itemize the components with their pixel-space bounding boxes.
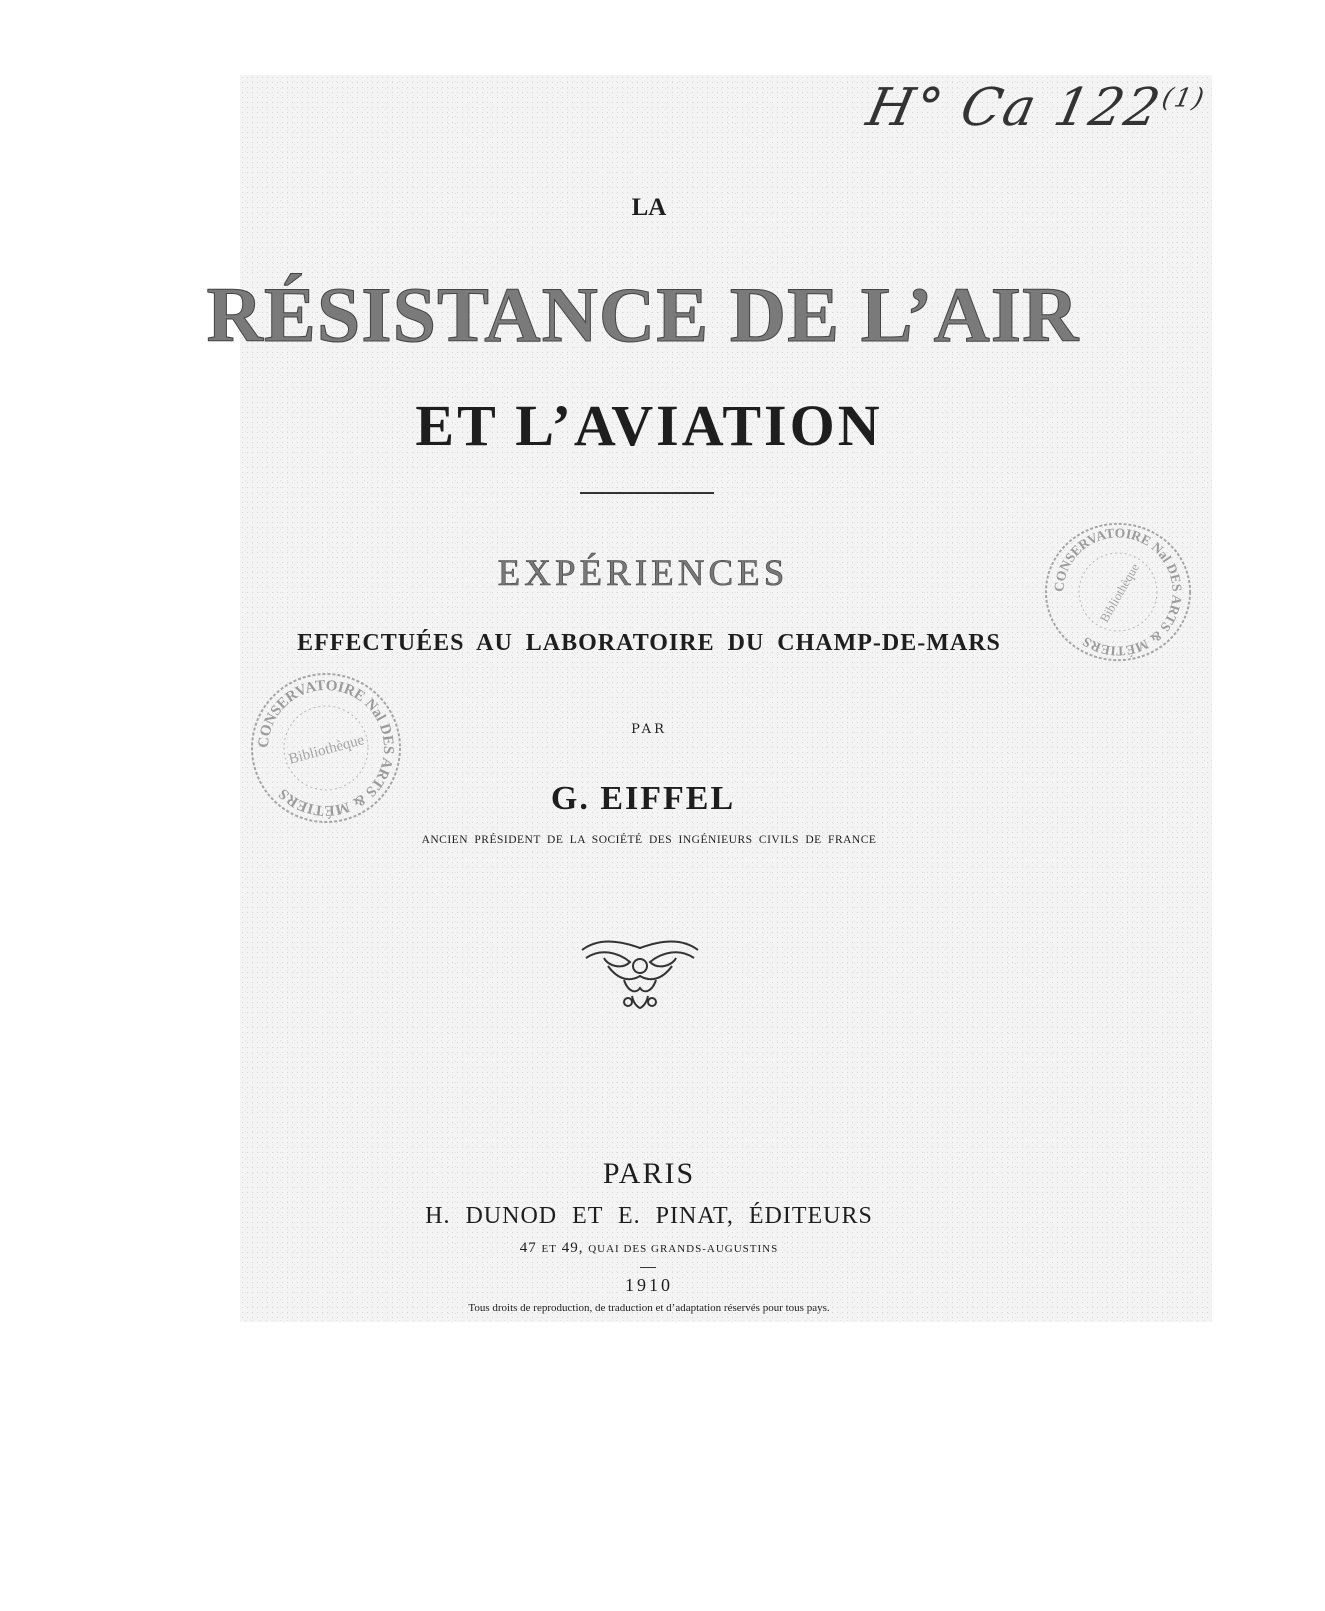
subtitle-detail: EFFECTUÉES AU LABORATOIRE DU CHAMP-DE-MARS — [297, 630, 1001, 656]
title-rule-divider — [580, 492, 714, 494]
imprint-publisher: H. DUNOD ET E. PINAT, ÉDITEURS — [425, 1203, 873, 1229]
svg-text:Bibliothèque: Bibliothèque — [1097, 561, 1142, 625]
ornament-icon — [578, 936, 702, 1012]
svg-text:Bibliothèque: Bibliothèque — [287, 732, 367, 768]
library-stamp-right — [1040, 518, 1196, 666]
svg-text:CONSERVATOIRE Nal DES ARTS & M: CONSERVATOIRE Nal DES ARTS & MÉTIERS — [255, 677, 397, 819]
title-line-1: RÉSISTANCE DE L’AIR — [206, 271, 1080, 358]
handwritten-call-number: H° Ca 122$^{(1)}$ — [861, 78, 1209, 138]
by-label: PAR — [631, 722, 667, 737]
svg-text:CONSERVATOIRE Nal DES ARTS & M: CONSERVATOIRE Nal DES ARTS & MÉTIERS — [1051, 525, 1185, 659]
rights-notice: Tous droits de reproduction, de traduction et d’adaptation réservés pour tous pays. — [468, 1302, 830, 1314]
subtitle-main: EXPÉRIENCES — [497, 553, 789, 594]
title-line-2: ET L’AVIATION — [415, 393, 883, 458]
title-article: LA — [631, 194, 667, 221]
author-name: G. EIFFEL — [550, 780, 736, 817]
library-stamp-left — [246, 668, 406, 828]
imprint-year: 1910 — [625, 1275, 673, 1295]
author-description: ANCIEN PRÉSIDENT DE LA SOCIÉTÉ DES INGÉNIEURS CIVILS DE FRANCE — [421, 834, 877, 846]
imprint-dash-divider — [640, 1267, 656, 1268]
imprint-address: 47 ET 49, QUAI DES GRANDS-AUGUSTINS — [519, 1240, 779, 1256]
imprint-city: PARIS — [602, 1157, 696, 1190]
